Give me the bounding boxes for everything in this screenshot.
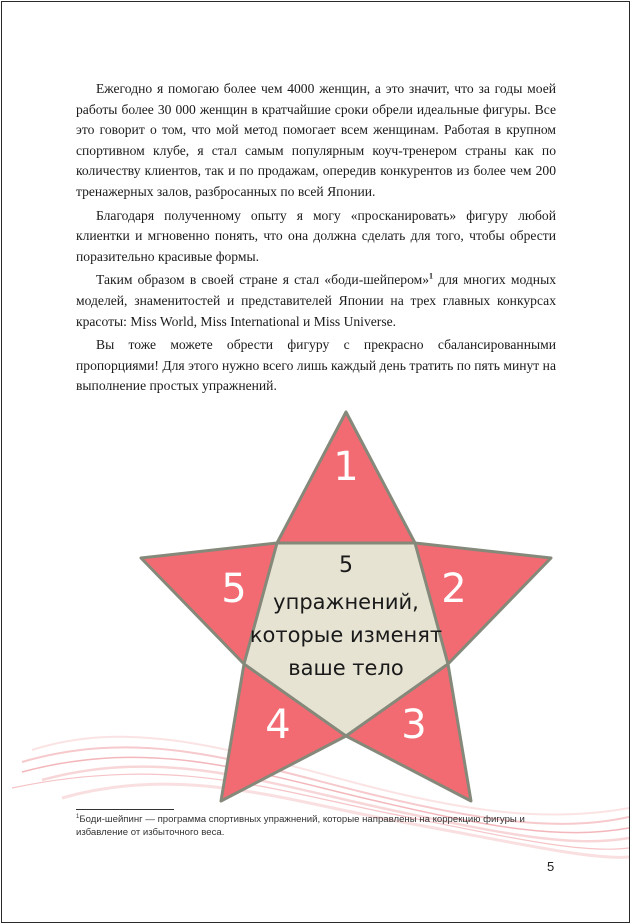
footnote-reference[interactable]: 1: [429, 271, 434, 281]
star-number-3: 3: [401, 702, 427, 748]
star-number-1: 1: [333, 444, 359, 490]
star-center-line-2: упражнений,: [273, 590, 419, 614]
paragraph-2: Благодаря полученному опыту я могу «просканировать» фигуру любой клиентки и мгновенно понять, что она должна сделать для того, чтобы обрести поразительно красивые формы.: [76, 207, 556, 264]
paragraph-3-start: Таким образом в своей стране я стал «боди-шейпером»: [96, 272, 430, 288]
star-number-4: 4: [265, 702, 291, 748]
star-center-line-1: 5: [339, 553, 353, 578]
footnote: [76, 814, 546, 839]
star-number-5: 5: [221, 566, 247, 612]
star-center-line-3: которые изменят: [249, 623, 443, 647]
paragraph-4: Вы тоже можете обрести фигуру с прекрасно сбалансированными пропорциями! Для этого нужно всего лишь каждый день тратить по пять минут на выполнение простых упражнений.: [76, 337, 556, 394]
book-page: [1, 1, 630, 923]
footnote-divider: [76, 809, 174, 810]
paragraph-1: Ежегодно я помогаю более чем 4000 женщин, а это значит, что за годы моей работы более 30 000 женщин в кратчайшие сроки обрели идеальные фигуры. Все это говорит о том, что мой метод помогает всем женщинам. Работая в крупном спортивном клубе, я стал самым популярным коуч-тренером страны как по количеству клиентов, так и по продажам, опередив конкурентов из более чем 200 тренажерных залов, разбросанных по всей Японии.: [76, 81, 556, 199]
page-number: 5: [547, 859, 555, 874]
paragraph-3-end: для многих модных моделей, знаменитостей и представителей Японии на трех главных конкурсах красоты: Miss World, Miss International и Miss Universe.: [76, 272, 556, 329]
star-center-line-4: ваше тело: [288, 656, 404, 680]
footnote-marker: 1: [76, 813, 80, 820]
five-exercises-star: [2, 2, 629, 922]
star-number-2: 2: [441, 566, 467, 612]
footnote-text: Боди-шейпинг — программа спортивных упражнений, которые направлены на коррекцию фигуры и избавление от избыточного веса.: [76, 814, 525, 838]
